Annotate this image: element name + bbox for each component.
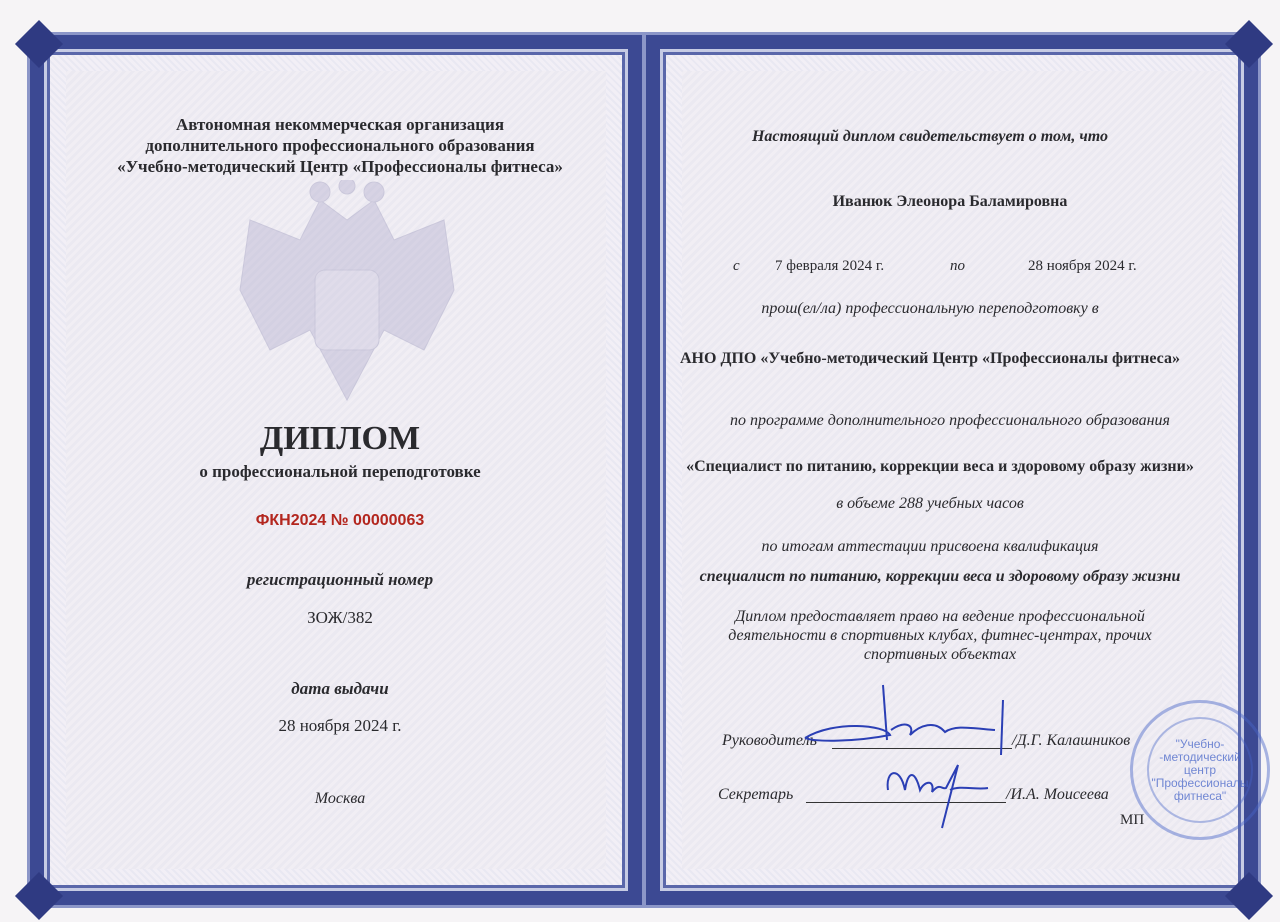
to-date: 28 ноября 2024 г.: [1028, 258, 1137, 274]
qualification: специалист по питанию, коррекции веса и здоровому образу жизни: [699, 568, 1181, 585]
qualification-label: по итогам аттестации присвоена квалификация: [761, 538, 1099, 555]
issue-date: 28 ноября 2024 г.: [278, 716, 402, 735]
rights-line: деятельности в спортивных клубах, фитнес-центрах, прочих: [728, 627, 1152, 644]
institution-name: АНО ДПО «Учебно-методический Центр «Профессионалы фитнеса»: [680, 350, 1180, 367]
org-line: «Учебно-методический Центр «Профессионалы фитнеса»: [117, 157, 563, 176]
program-label: по программе дополнительного профессионального образования: [730, 412, 1170, 429]
head-name: /Д.Г. Калашников: [1012, 732, 1131, 749]
issue-date-label: дата выдачи: [291, 679, 389, 698]
head-label: Руководитель: [722, 732, 817, 749]
org-line: дополнительного профессионального образования: [145, 136, 535, 155]
secretary-signature: [880, 760, 990, 830]
to-label: по: [950, 258, 965, 274]
rights-line: Диплом предоставляет право на ведение профессиональной: [735, 608, 1145, 625]
org-line: Автономная некоммерческая организация: [175, 115, 505, 134]
program-name: «Специалист по питанию, коррекции веса и здоровому образу жизни»: [686, 458, 1194, 475]
organization-stamp: [1130, 700, 1270, 840]
rights-line: спортивных объектах: [863, 646, 1017, 663]
certificate-intro: Настоящий диплом свидетельствует о том, что: [751, 128, 1109, 145]
coat-of-arms-emblem: [230, 180, 465, 420]
seal-place-mark: МП: [1120, 812, 1145, 828]
registration-label: регистрационный номер: [246, 570, 434, 589]
passed-text: прош(ел/ла) профессиональную переподготовку в: [761, 300, 1099, 317]
stamp-text: "Учебно- -методический центр "Профессионалы фитнеса": [1151, 736, 1249, 803]
secretary-label: Секретарь: [718, 786, 794, 803]
from-date: 7 февраля 2024 г.: [775, 258, 885, 274]
head-signature: [795, 680, 1015, 760]
serial-number: ФКН2024 № 00000063: [255, 512, 425, 529]
organization-name: [80, 114, 600, 177]
from-label: с: [733, 258, 740, 274]
hours: в объеме 288 учебных часов: [836, 495, 1024, 512]
diploma-subtitle: о профессиональной переподготовке: [199, 462, 481, 481]
city: Москва: [314, 790, 366, 807]
diploma-title: ДИПЛОМ: [259, 420, 421, 457]
registration-number: ЗОЖ/382: [307, 608, 373, 627]
rights-text: [640, 607, 1240, 664]
secretary-name: /И.А. Моисеева: [1006, 786, 1109, 803]
recipient-name: Иванюк Элеонора Баламировна: [832, 193, 1068, 210]
